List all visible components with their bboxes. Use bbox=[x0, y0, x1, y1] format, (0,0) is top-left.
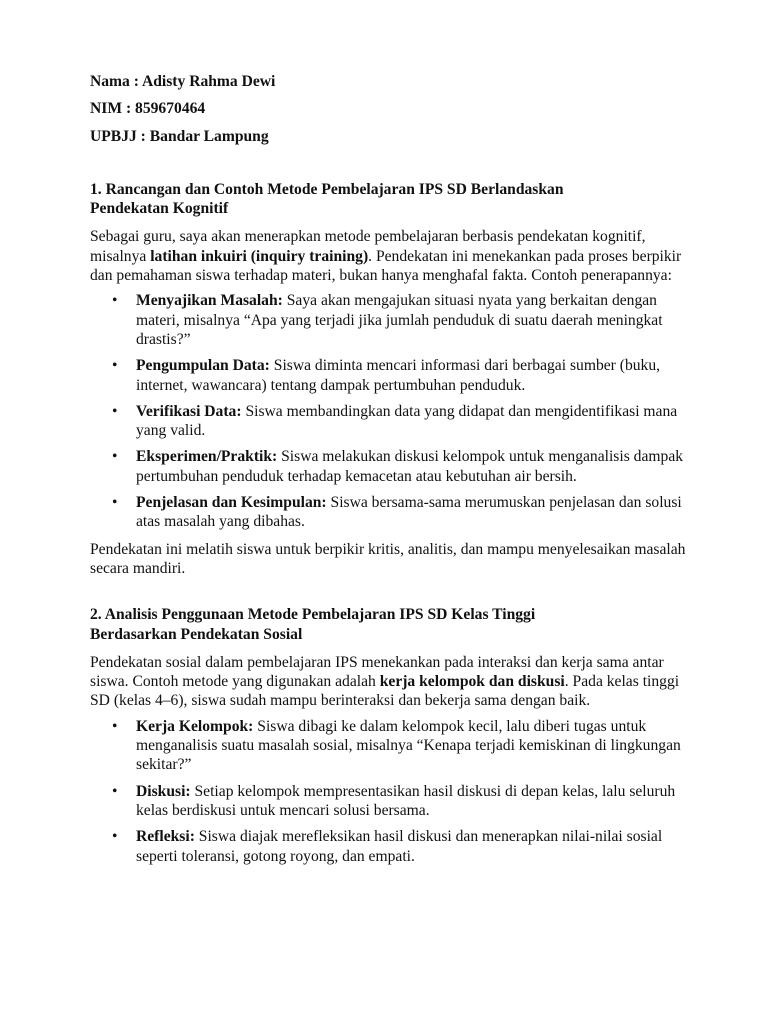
section1-intro-pre: Sebagai guru, saya akan menerapkan metode pembelajaran berbasis pendekatan kognitif, misalnya bbox=[90, 228, 646, 265]
section1-heading-line1: 1. Rancangan dan Contoh Metode Pembelajaran IPS SD Berlandaskan bbox=[90, 180, 564, 198]
section1-heading bbox=[90, 180, 690, 219]
list-item bbox=[90, 717, 690, 775]
section2-bullet-list bbox=[90, 717, 690, 866]
list-item-text: Saya akan mengajukan situasi nyata yang berkaitan dengan materi, misalnya “Apa yang terjadi jika jumlah penduduk di suatu daerah meningkat drastis?” bbox=[136, 292, 663, 348]
bullet-icon: • bbox=[112, 448, 118, 466]
section2-heading bbox=[90, 605, 690, 644]
section2-intro-post: . Pada kelas tinggi SD (kelas 4–6), siswa sudah mampu berinteraksi dan bekerja sama dengan baik. bbox=[90, 673, 680, 710]
list-item-label: Eksperimen/Praktik: bbox=[136, 448, 278, 466]
bullet-icon: • bbox=[112, 782, 118, 800]
section1-bullet-list bbox=[90, 291, 690, 531]
list-item bbox=[90, 402, 690, 441]
list-item-text: Siswa diminta mencari informasi dari berbagai sumber (buku, internet, wawancara) tentang dampak pertumbuhan penduduk. bbox=[136, 357, 661, 394]
list-item-label: Penjelasan dan Kesimpulan: bbox=[136, 494, 327, 512]
list-item-label: Kerja Kelompok: bbox=[136, 717, 254, 735]
list-item-text: Siswa bersama-sama merumuskan penjelasan dan solusi atas masalah yang dibahas. bbox=[136, 494, 682, 531]
list-item-label: Diskusi: bbox=[136, 782, 191, 800]
bullet-icon: • bbox=[112, 494, 118, 512]
list-item-label: Refleksi: bbox=[136, 828, 195, 846]
list-item-text: Siswa melakukan diskusi kelompok untuk menganalisis dampak pertumbuhan penduduk terhadap kemacetan atau kebutuhan air bersih. bbox=[136, 448, 684, 485]
bullet-icon: • bbox=[112, 717, 118, 735]
list-item-text: Siswa dibagi ke dalam kelompok kecil, lalu diberi tugas untuk menganalisis suatu masalah sosial, misalnya “Kenapa terjadi kemiskinan di lingkungan sekitar?” bbox=[136, 717, 681, 774]
section1-closing: Pendekatan ini melatih siswa untuk berpikir kritis, analitis, dan mampu menyelesaikan masalah secara mandiri. bbox=[90, 540, 686, 577]
list-item-label: Verifikasi Data: bbox=[136, 402, 242, 420]
list-item-text: Siswa membandingkan data yang didapat dan mengidentifikasi mana yang valid. bbox=[136, 402, 678, 440]
section2-heading-line2: Berdasarkan Pendekatan Sosial bbox=[90, 625, 303, 643]
list-item bbox=[90, 782, 690, 821]
document-page bbox=[90, 68, 690, 874]
list-item-text: Setiap kelompok mempresentasikan hasil diskusi di depan kelas, lalu seluruh kelas berdiskusi untuk mencari solusi bersama. bbox=[136, 782, 676, 819]
section2-intro-bold: kerja kelompok dan diskusi bbox=[379, 673, 565, 691]
bullet-icon: • bbox=[112, 402, 118, 420]
bullet-icon: • bbox=[112, 292, 118, 310]
student-name: Nama : Adisty Rahma Dewi bbox=[90, 73, 276, 90]
list-item bbox=[90, 493, 690, 532]
student-upbjj: UPBJJ : Bandar Lampung bbox=[90, 127, 269, 145]
section1-intro-post: . Pendekatan ini menekankan pada proses berpikir dan pemahaman siswa terhadap materi, bukan hanya menghafal fakta. Contoh penerapannya: bbox=[90, 247, 682, 285]
section2-intro bbox=[90, 653, 690, 711]
list-item-text: Siswa diajak merefleksikan hasil diskusi dan menerapkan nilai-nilai sosial seperti toleransi, gotong royong, dan empati. bbox=[136, 828, 663, 865]
student-nim: NIM : 859670464 bbox=[90, 100, 206, 118]
list-item bbox=[90, 447, 690, 486]
bullet-icon: • bbox=[112, 357, 118, 375]
section1-intro bbox=[90, 227, 690, 285]
section2-heading-line1: 2. Analisis Penggunaan Metode Pembelajaran IPS SD Kelas Tinggi bbox=[90, 606, 536, 624]
list-item-label: Pengumpulan Data: bbox=[136, 357, 270, 375]
section2-intro-pre: Pendekatan sosial dalam pembelajaran IPS menekankan pada interaksi dan kerja sama antar siswa. Contoh metode yang digunakan adalah bbox=[90, 653, 664, 691]
list-item bbox=[90, 827, 690, 866]
bullet-icon: • bbox=[112, 828, 118, 846]
list-item-label: Menyajikan Masalah: bbox=[136, 292, 283, 310]
section1-intro-bold: latihan inkuiri (inquiry training) bbox=[150, 247, 369, 265]
list-item bbox=[90, 356, 690, 395]
section1-heading-line2: Pendekatan Kognitif bbox=[90, 200, 229, 218]
list-item bbox=[90, 291, 690, 349]
